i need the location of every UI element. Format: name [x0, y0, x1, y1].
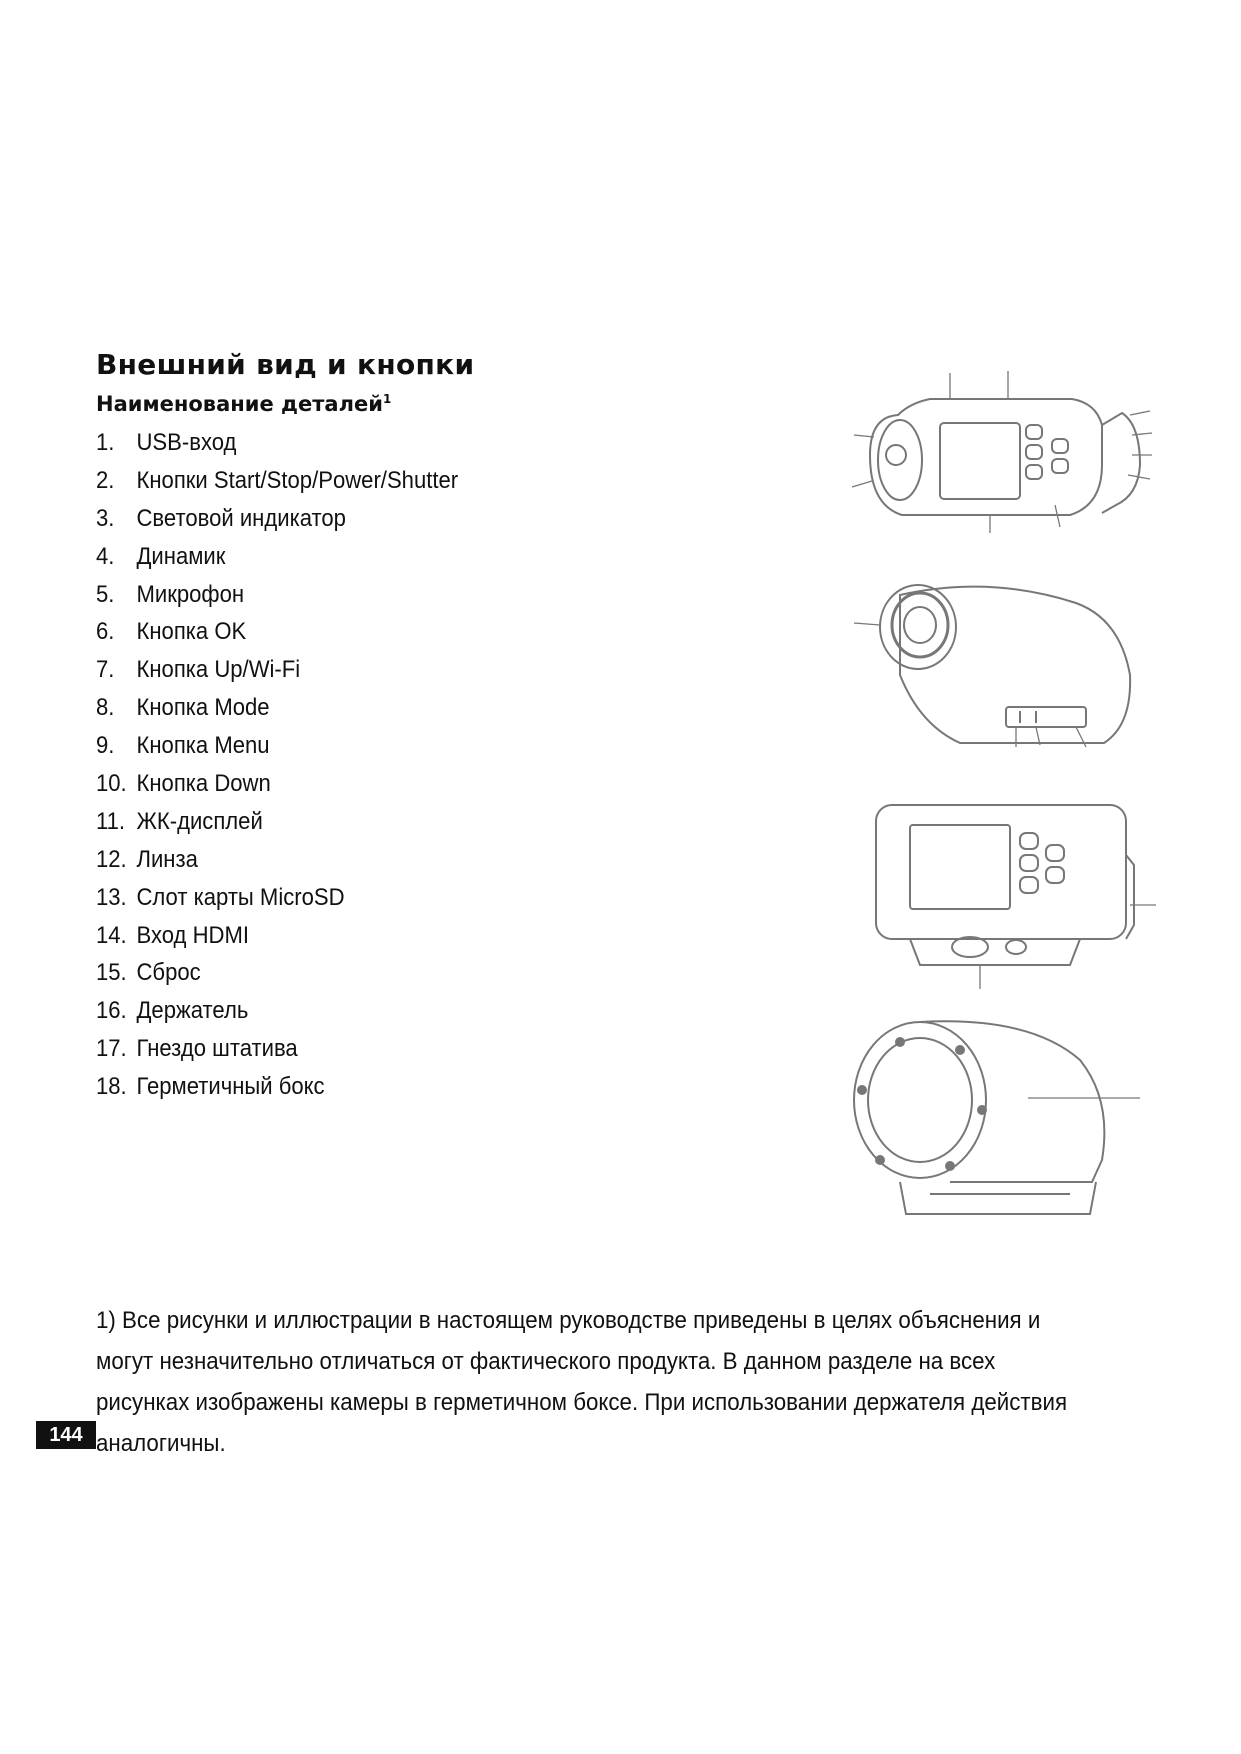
item-label: Кнопка Down — [136, 770, 271, 798]
item-number: 1. — [96, 429, 115, 456]
item-number: 5. — [96, 580, 115, 608]
item-number: 3. — [96, 504, 115, 532]
parts-list — [96, 424, 490, 1106]
item-number: 11. — [96, 807, 126, 835]
item-number: 13. — [96, 883, 127, 911]
camera-waterproof-case-illustration — [840, 1010, 1210, 1230]
item-number: 14. — [96, 921, 127, 949]
item-number: 18. — [96, 1073, 127, 1101]
item-number: 15. — [96, 959, 127, 987]
list-item — [96, 424, 458, 462]
item-label: Сброс — [136, 959, 201, 987]
camera-front-illustration — [840, 355, 1210, 555]
list-item — [96, 651, 458, 689]
item-label: Кнопки Start/Stop/Power/Shutter — [136, 466, 459, 494]
item-label: Динамик — [136, 542, 226, 570]
item-number: 2. — [96, 466, 115, 494]
list-item — [96, 765, 458, 803]
item-label: Кнопка Up/Wi-Fi — [136, 656, 301, 684]
item-label: Держатель — [136, 997, 249, 1025]
list-item — [96, 613, 458, 651]
item-number: 9. — [96, 732, 115, 760]
item-label: Герметичный бокс — [136, 1073, 325, 1101]
item-label: Кнопка OK — [136, 618, 247, 646]
item-label: Гнездо штатива — [136, 1035, 298, 1063]
item-number: 7. — [96, 656, 115, 684]
item-number: 8. — [96, 694, 115, 722]
list-item — [96, 992, 458, 1030]
section-subtitle — [96, 392, 391, 416]
item-label: Вход HDMI — [136, 921, 249, 949]
item-number: 16. — [96, 997, 127, 1025]
list-item — [96, 500, 458, 538]
item-number: 10. — [96, 770, 127, 798]
item-number: 4. — [96, 542, 115, 570]
list-item — [96, 803, 458, 841]
camera-holder-illustration — [840, 795, 1210, 995]
footnote-marker: 1 — [382, 392, 392, 406]
list-item — [96, 1030, 458, 1068]
list-item — [96, 917, 458, 955]
item-number: 12. — [96, 845, 127, 873]
item-label: Световой индикатор — [136, 504, 346, 532]
subtitle-text: Наименование деталей — [96, 392, 383, 416]
item-number: 17. — [96, 1035, 127, 1063]
list-item — [96, 727, 458, 765]
footnote-text: 1) Все рисунки и иллюстрации в настоящем руководстве приведены в целях объяснения и могут незначительно отличаться от фактического продукта. В данном разделе на всех рисунках изображены камеры в герметичном боксе. При использовании держателя действия аналогичны. — [96, 1307, 1068, 1457]
item-label: USB-вход — [136, 429, 237, 456]
item-label: Линза — [136, 845, 198, 873]
page-number: 144 — [36, 1421, 96, 1449]
item-label: Слот карты MicroSD — [136, 883, 345, 911]
page-title: Внешний вид и кнопки — [96, 348, 475, 381]
list-item — [96, 462, 458, 500]
list-item — [96, 954, 458, 992]
list-item — [96, 576, 458, 614]
list-item — [96, 879, 458, 917]
list-item — [96, 689, 458, 727]
item-number: 6. — [96, 618, 115, 646]
camera-side-illustration — [840, 575, 1210, 775]
list-item — [96, 538, 458, 576]
item-label: Кнопка Menu — [136, 732, 270, 760]
list-item — [96, 841, 458, 879]
item-label: Кнопка Mode — [136, 694, 270, 722]
item-label: Микрофон — [136, 580, 245, 608]
list-item — [96, 1068, 458, 1106]
item-label: ЖК-дисплей — [136, 807, 263, 835]
